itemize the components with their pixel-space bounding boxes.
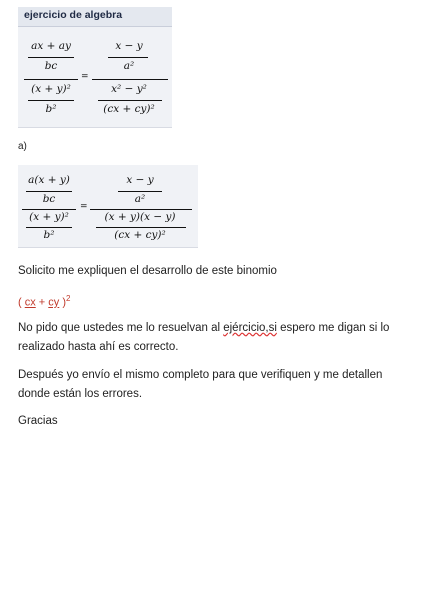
closing-thanks: Gracias: [18, 415, 58, 427]
rhs-bottom-bar: [98, 100, 162, 101]
rhs-top-denominator: a²: [123, 60, 135, 72]
lhs-bottom-numerator: (x + y)²: [31, 83, 71, 95]
lhs-top-bar: [26, 191, 72, 192]
lhs-bottom-bar: [28, 100, 74, 101]
rhs-top-bar: [118, 191, 162, 192]
misspelled-word: ejércicio,si: [223, 322, 277, 334]
lhs-bottom-numerator: (x + y)²: [29, 211, 69, 223]
rhs-main-bar: [92, 79, 168, 80]
part-label: a): [18, 141, 27, 152]
binomial-exponent: 2: [66, 294, 71, 303]
exercise-header: ejercicio de algebra: [18, 7, 172, 27]
binomial-close-paren: ): [59, 296, 67, 309]
lhs-top-numerator: ax + ay: [31, 40, 71, 52]
rhs-top-denominator: a²: [134, 193, 146, 205]
algebra-exercise-box: [18, 7, 172, 128]
equals-sign: =: [81, 72, 89, 82]
binomial-open-paren: (: [18, 296, 25, 309]
rhs-main-bar: [90, 209, 192, 210]
lhs-bottom-denominator: b²: [45, 103, 57, 115]
binomial-expression: [18, 290, 70, 312]
paragraph-followup: Después yo envío el mismo completo para que verifiquen y me detallen donde están los errores.: [18, 369, 383, 400]
paragraph-request-start: No pido que ustedes me lo resuelvan al: [18, 322, 224, 334]
lhs-main-bar: [24, 79, 78, 80]
equals-sign: =: [80, 202, 88, 212]
lhs-top-denominator: bc: [42, 193, 56, 205]
request-text: Solicito me expliquen el desarrollo de este binomio: [18, 265, 277, 277]
rhs-bottom-numerator: x² − y²: [111, 83, 147, 95]
binomial-term-cy: cy: [48, 296, 60, 309]
binomial-term-cx: cx: [24, 296, 36, 309]
binomial-plus: +: [35, 296, 49, 309]
rhs-top-bar: [108, 57, 148, 58]
rhs-bottom-denominator: (cx + cy)²: [114, 229, 166, 241]
paragraph-request-end: espero me digan si lo realizado hasta ahí es correcto.: [18, 322, 390, 353]
lhs-bottom-denominator: b²: [43, 229, 55, 241]
lhs-top-denominator: bc: [44, 60, 58, 72]
rhs-bottom-bar: [96, 227, 186, 228]
rhs-bottom-numerator: (x + y)(x − y): [104, 211, 176, 223]
algebra-solution-box: [18, 165, 198, 248]
paragraph-request: [18, 319, 413, 357]
rhs-top-numerator: x − y: [115, 40, 143, 52]
lhs-top-numerator: a(x + y): [28, 174, 70, 186]
lhs-bottom-bar: [26, 227, 72, 228]
rhs-top-numerator: x − y: [126, 174, 154, 186]
lhs-top-bar: [28, 57, 74, 58]
lhs-main-bar: [22, 209, 76, 210]
rhs-bottom-denominator: (cx + cy)²: [103, 103, 155, 115]
